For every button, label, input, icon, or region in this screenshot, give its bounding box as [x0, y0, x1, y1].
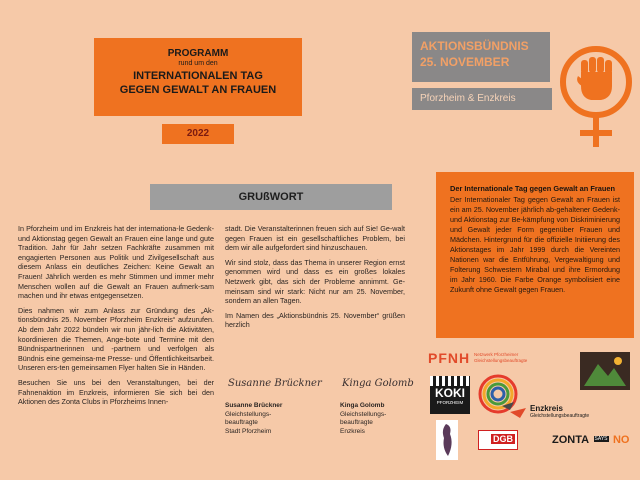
mountain-icon: [580, 352, 630, 390]
signature-scribble: Kinga Golomb: [342, 378, 414, 389]
program-title-line1: INTERNATIONALEN TAG: [133, 70, 263, 82]
signer-role: beauftragte: [340, 419, 373, 426]
signer-role: beauftragte: [225, 419, 258, 426]
koki-logo: [430, 376, 470, 414]
koki-mark: KOKI: [435, 386, 465, 400]
zonta-says: SAYS: [594, 435, 608, 442]
paragraph: Dies nahmen wir zum Anlass zur Gründung des „Ak-tionsbündnis 25. November Pforzheim Enzkreis“ aufzurufen. Ab dem Jahr 2022 bündeln wir nun jähr-lich die Aktivitäten, koordinieren die Themen, Ange-bote und Termine mit den Bündnispartnerinnen und -partnern und verfolgen als Bündnis eine gemeinsa-me Presse- und Öffentlichkeitsarbeit. Unseren ers-ten gemeinsamen Flyer halten Sie in Händen.: [18, 305, 214, 373]
signature-block: [225, 402, 315, 436]
zonta-no: NO: [612, 434, 630, 446]
signer-name: Kinga Golomb: [340, 402, 385, 409]
signature-scribble: Susanne Brückner: [228, 378, 322, 389]
signer-name: Susanne Brückner: [225, 402, 283, 409]
grusswort-column-1: [18, 224, 214, 412]
signer-role: Gleichstellungs-: [340, 410, 387, 418]
program-banner: [94, 38, 302, 116]
paragraph: Besuchen Sie uns bei den Veranstaltungen, bei der Fahnenaktion im Enzkreis, informieren Sie sich bei den Aktionen des Zonta Clubs in Pforzheims Innen-: [18, 377, 214, 407]
venus-fist-icon: [556, 20, 636, 150]
zonta-says-no-logo: [552, 430, 632, 448]
program-label: PROGRAMM: [167, 48, 229, 59]
signer-org: Stadt Pforzheim: [225, 427, 272, 435]
aktionsbuendnis-title: AKTIONSBÜNDNIS: [420, 39, 529, 53]
zonta-mark: ZONTA: [552, 434, 590, 446]
program-title-line2: GEGEN GEWALT AN FRAUEN: [119, 84, 277, 96]
program-subtitle: rund um den: [178, 60, 218, 67]
pfnh-mark: PFNH: [428, 350, 471, 366]
paragraph: Im Namen des „Aktionsbündnis 25. November“ grüßen herzlich: [225, 310, 405, 330]
enzkreis-mark: Enzkreis: [530, 404, 563, 413]
info-box: [436, 172, 634, 338]
grusswort-column-2: [225, 224, 405, 335]
paragraph: stadt. Die Veranstalterinnen freuen sich auf Sie! Ge-walt gegen Frauen ist ein gesellschaftliches Problem, bei dem wir alle aufgefordert sind hinzuschauen.: [225, 224, 405, 253]
grusswort-banner: [150, 184, 392, 210]
signature-block: [340, 402, 420, 436]
dgb-mark: DGB: [493, 434, 513, 444]
mountain-logo: [580, 352, 630, 390]
aktionsbuendnis-date: 25. NOVEMBER: [420, 55, 510, 69]
grusswort-title: GRUßWORT: [238, 191, 304, 203]
info-heading: Der Internationale Tag gegen Gewalt an Frauen: [450, 184, 615, 193]
koki-caption: PFORZHEIM: [436, 400, 464, 405]
aktionsbuendnis-box: [412, 32, 550, 82]
figure-logo: [436, 420, 458, 460]
region-label: Pforzheim & Enzkreis: [412, 88, 552, 110]
info-body: Der Internationaler Tag gegen Gewalt an Frauen ist ein am 25. November jährlich ab-gehaltener Gedenk- und Aktionstag zur Be-kämpfung von Diskriminierung und Gewalt jeder Form gegenüber Frauen und Mädchen. Hintergrund für die offizielle Initiierung des Aktionstages im Jahr 1999 durch die Vereinten Nationen war die Entführung, Vergewaltigung und Folterung Schwestern Mirabal und ihre Ermordung im Jahr 1960. Die Farbe Orange symbolisiert eine Zukunft ohne Gewalt gegen Frauen.: [450, 195, 620, 294]
pfnh-caption: Netzwerk Pforzheimer Gleichstellungsbeauftragte: [474, 352, 528, 363]
pfnh-logo: [428, 350, 540, 374]
film-strip-icon: [430, 376, 470, 386]
signer-role: Gleichstellungs-: [225, 410, 272, 418]
signer-org: Enzkreis: [340, 427, 365, 435]
enzkreis-caption: Gleichstellungsbeauftragte: [530, 413, 590, 419]
paragraph: Wir sind stolz, dass das Thema in unserer Region ernst genommen wird und dass es ein großes lokales Netzwerk gibt, das sich der Probleme annimmt. Ge-meinsam sind wir stark: Nicht nur am 25. November, sondern an allen Tagen.: [225, 257, 405, 306]
year-badge: 2022: [162, 124, 234, 144]
figure-icon: [436, 420, 458, 460]
dgb-logo: [478, 430, 518, 450]
enzkreis-logo: [530, 404, 630, 419]
enzkreis-icon: [500, 400, 528, 422]
enzkreis-emblem: [500, 400, 528, 422]
paragraph: In Pforzheim und im Enzkreis hat der internationa-le Gedenk- und Aktionstag gegen Gewalt an Frauen eine lange und gute Tradition. Jahr für Jahr setzen Fachkräfte zusammen mit engagierten Personen aus Politik und Zivilgesellschaft aus diesem Anlass ein deutliches Zeichen: Keine Gewalt an Frauen! Jährlich werden es mehr Stimmen und immer mehr Menschen wollen auf die Gewalt an Frauen aufmerk-sam machen und ihr etwas entgegensetzen.: [18, 224, 214, 301]
